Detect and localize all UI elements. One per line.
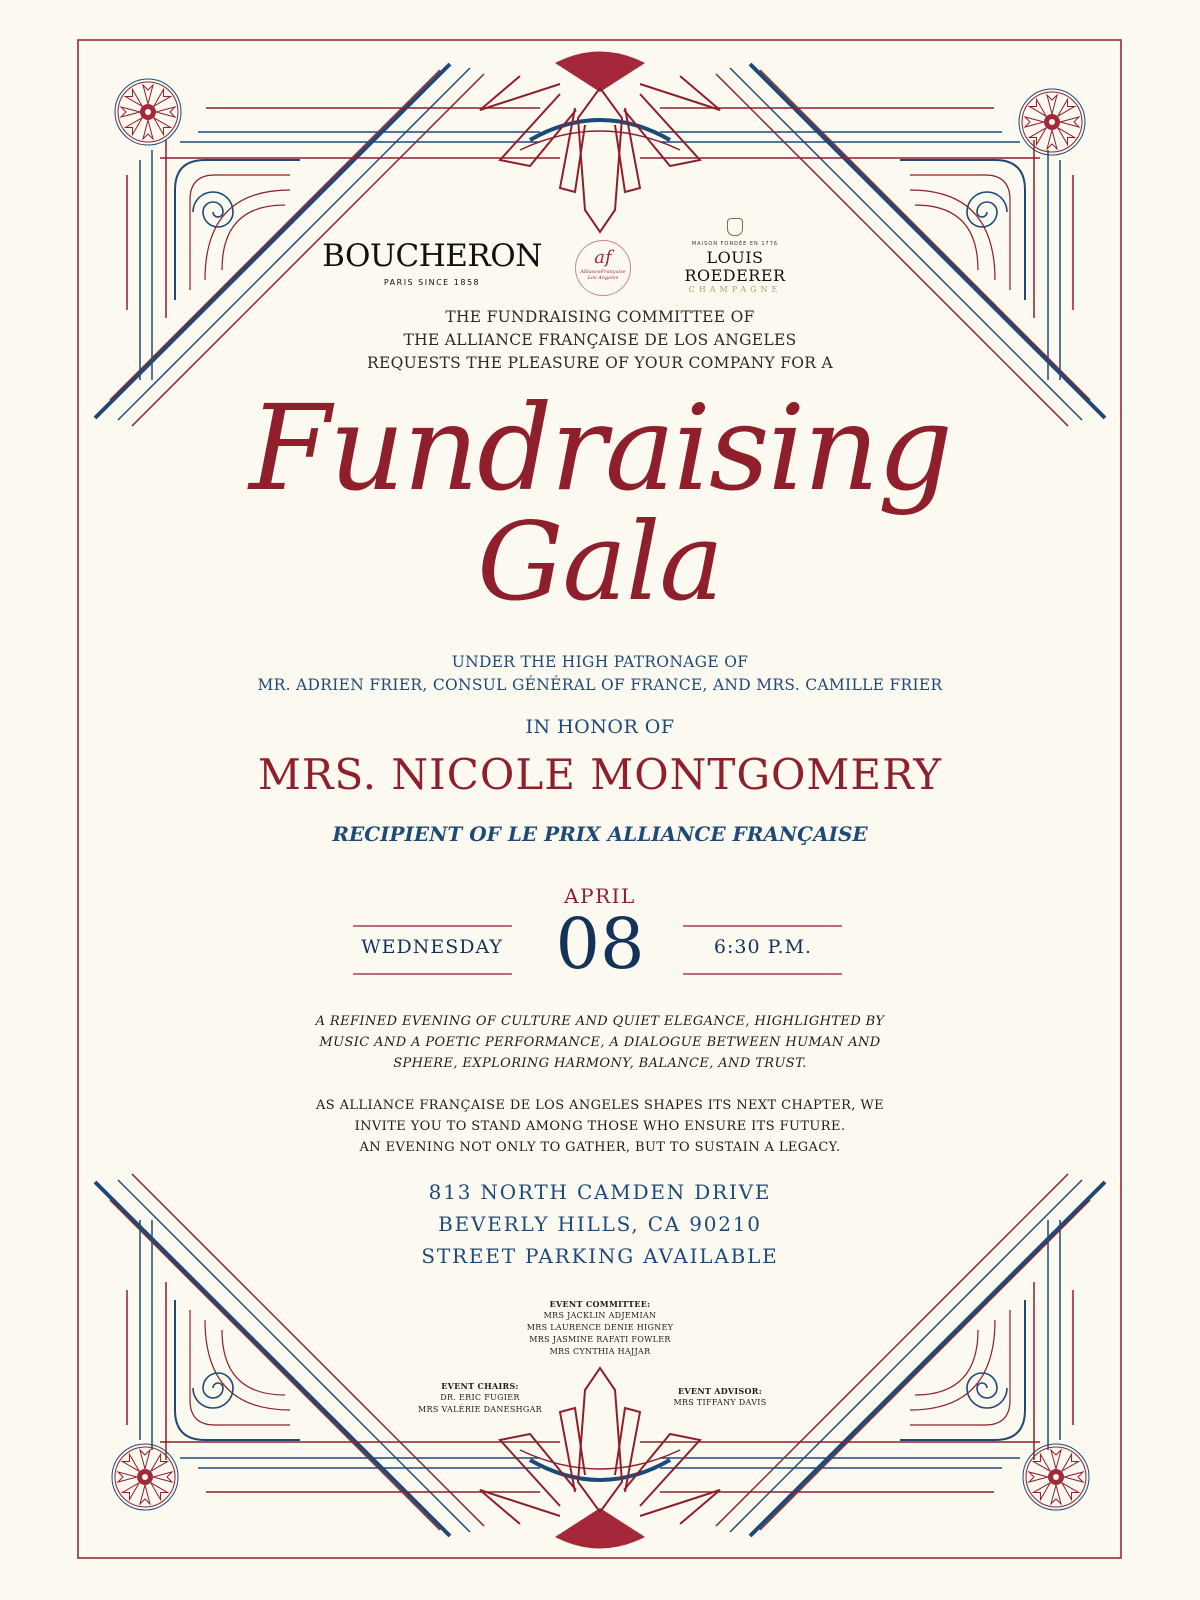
boucheron-tagline: PARIS SINCE 1858 [383, 278, 481, 287]
chair-member: MRS VALÉRIE DANESHGAR [418, 1405, 542, 1414]
louis-roederer-logo [660, 218, 810, 294]
af-line2: Los Angeles [587, 275, 619, 281]
chair-member: DR. ERIC FUGIER [440, 1393, 520, 1402]
event-time: 6:30 P.M. [713, 936, 813, 958]
committee-member: MRS JASMINE RAFATI FOWLER [529, 1335, 671, 1344]
event-advisor [650, 1385, 790, 1409]
honoree-name: MRS. NICOLE MONTGOMERY [257, 750, 943, 799]
description-line: SPHERE, EXPLORING HARMONY, BALANCE, AND TRUST. [393, 1056, 807, 1071]
boucheron-name: BOUCHERON [322, 238, 542, 274]
address-line-2: BEVERLY HILLS, CA 90210 [438, 1212, 762, 1236]
event-committee [500, 1298, 700, 1358]
intro-line-2: THE ALLIANCE FRANÇAISE DE LOS ANGELES [403, 331, 797, 349]
event-month: APRIL [564, 884, 636, 908]
description-line: AS ALLIANCE FRANÇAISE DE LOS ANGELES SHAPES ITS NEXT CHAPTER, WE [315, 1098, 885, 1113]
af-line1: AllianceFrançaise [580, 269, 626, 275]
address-line-3: STREET PARKING AVAILABLE [421, 1244, 779, 1268]
event-day: 08 [555, 903, 645, 985]
event-chairs [395, 1380, 565, 1416]
roederer-name: LOUIS ROEDERER [684, 248, 786, 285]
description-line: A REFINED EVENING OF CULTURE AND QUIET ELEGANCE, HIGHLIGHTED BY [315, 1014, 885, 1029]
in-honor-label: IN HONOR OF [525, 716, 675, 738]
description-paragraph-1 [0, 1011, 1200, 1074]
description-line: AN EVENING NOT ONLY TO GATHER, BUT TO SUSTAIN A LEGACY. [359, 1140, 841, 1155]
top-fan-motif [480, 52, 720, 233]
committee-member: MRS CYNTHIA HAJJAR [549, 1347, 651, 1356]
intro-line-1: THE FUNDRAISING COMMITTEE OF [445, 308, 755, 326]
description-line: MUSIC AND A POETIC PERFORMANCE, A DIALOGUE BETWEEN HUMAN AND [319, 1035, 881, 1050]
roederer-champagne: CHAMPAGNE [688, 285, 782, 294]
committee-member: MRS LAURENCE DENIE HIGNEY [526, 1323, 674, 1332]
intro-line-3: REQUESTS THE PLEASURE OF YOUR COMPANY FOR A [367, 354, 833, 372]
roederer-founded: MAISON FONDÉE EN 1776 [691, 241, 779, 247]
boucheron-logo [322, 240, 542, 287]
patronage-text [0, 651, 1200, 697]
alliance-francaise-logo [575, 240, 631, 296]
title-line-2: Gala [477, 500, 723, 625]
description-line: INVITE YOU TO STAND AMONG THOSE WHO ENSURE ITS FUTURE. [354, 1119, 846, 1134]
committee-heading: EVENT COMMITTEE: [549, 1299, 651, 1309]
address-line-1: 813 NORTH CAMDEN DRIVE [428, 1180, 772, 1204]
recipient-line: RECIPIENT OF LE PRIX ALLIANCE FRANÇAISE [332, 822, 868, 846]
intro-text [0, 306, 1200, 375]
patronage-line-2: MR. ADRIEN FRIER, CONSUL GÉNÉRAL OF FRANCE, AND MRS. CAMILLE FRIER [257, 676, 943, 694]
committee-member: MRS JACKLIN ADJEMIAN [543, 1311, 657, 1320]
af-monogram: af [594, 247, 612, 268]
advisor-member: MRS TIFFANY DAVIS [673, 1398, 767, 1407]
event-address [0, 1176, 1200, 1272]
chairs-heading: EVENT CHAIRS: [441, 1381, 519, 1391]
patronage-line-1: UNDER THE HIGH PATRONAGE OF [451, 653, 749, 671]
advisor-heading: EVENT ADVISOR: [678, 1386, 762, 1396]
roederer-crest-icon [727, 218, 743, 236]
title-line-1: Fundraising [249, 379, 951, 517]
description-paragraph-2 [0, 1095, 1200, 1158]
event-weekday: WEDNESDAY [361, 936, 503, 958]
